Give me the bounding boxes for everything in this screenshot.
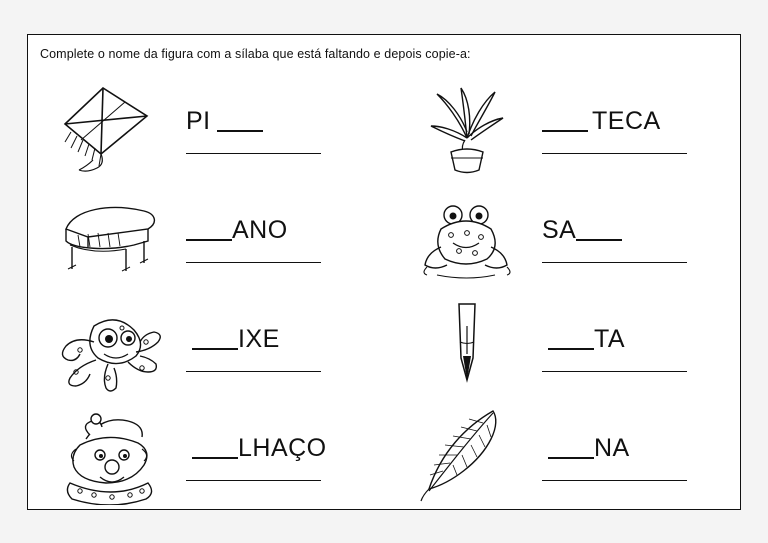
- exercise-grid: [28, 73, 740, 509]
- kite-icon: [36, 76, 186, 180]
- exercise-item: [384, 291, 740, 400]
- word-suffix: NA: [594, 434, 630, 462]
- syllable-blank[interactable]: [542, 110, 588, 132]
- word-suffix: TECA: [592, 107, 661, 135]
- exercise-item: [384, 400, 740, 509]
- answer-area[interactable]: [542, 210, 740, 263]
- word-suffix: LHAÇO: [238, 434, 327, 462]
- worksheet-sheet: [27, 34, 741, 510]
- word-line: [542, 319, 722, 353]
- copy-line[interactable]: [542, 480, 687, 481]
- syllable-blank[interactable]: [186, 219, 232, 241]
- syllable-blank[interactable]: [217, 110, 263, 132]
- octopus-icon: [36, 294, 186, 398]
- piano-icon: [36, 185, 186, 289]
- answer-area[interactable]: [542, 101, 740, 154]
- word-prefix: PI: [186, 107, 211, 135]
- answer-area[interactable]: [186, 428, 384, 481]
- syllable-blank[interactable]: [192, 437, 238, 459]
- word-line: [186, 210, 366, 244]
- word-line: [186, 101, 366, 135]
- exercise-item: [384, 73, 740, 182]
- word-suffix: ANO: [232, 216, 288, 244]
- word-line: [186, 428, 366, 462]
- copy-line[interactable]: [186, 480, 321, 481]
- word-prefix: SA: [542, 216, 577, 244]
- frog-icon: [392, 185, 542, 289]
- copy-line[interactable]: [542, 153, 687, 154]
- exercise-item: [384, 182, 740, 291]
- syllable-blank[interactable]: [192, 328, 238, 350]
- word-suffix: IXE: [238, 325, 280, 353]
- syllable-blank[interactable]: [548, 437, 594, 459]
- word-line: [186, 319, 366, 353]
- pen-nib-icon: [392, 294, 542, 398]
- feather-icon: [392, 403, 542, 507]
- instruction-text: Complete o nome da figura com a sílaba que está faltando e depois copie-a:: [40, 47, 471, 61]
- word-line: [542, 210, 722, 244]
- answer-area[interactable]: [542, 428, 740, 481]
- copy-line[interactable]: [542, 262, 687, 263]
- exercise-item: [28, 291, 384, 400]
- syllable-blank[interactable]: [548, 328, 594, 350]
- copy-line[interactable]: [186, 371, 321, 372]
- exercise-item: [28, 400, 384, 509]
- exercise-item: [28, 182, 384, 291]
- answer-area[interactable]: [186, 101, 384, 154]
- word-line: [542, 101, 722, 135]
- exercise-item: [28, 73, 384, 182]
- answer-area[interactable]: [186, 319, 384, 372]
- answer-area[interactable]: [542, 319, 740, 372]
- syllable-blank[interactable]: [576, 219, 622, 241]
- copy-line[interactable]: [186, 153, 321, 154]
- copy-line[interactable]: [186, 262, 321, 263]
- clown-icon: [36, 403, 186, 507]
- plant-pot-icon: [392, 76, 542, 180]
- answer-area[interactable]: [186, 210, 384, 263]
- word-suffix: TA: [594, 325, 626, 353]
- copy-line[interactable]: [542, 371, 687, 372]
- word-line: [542, 428, 722, 462]
